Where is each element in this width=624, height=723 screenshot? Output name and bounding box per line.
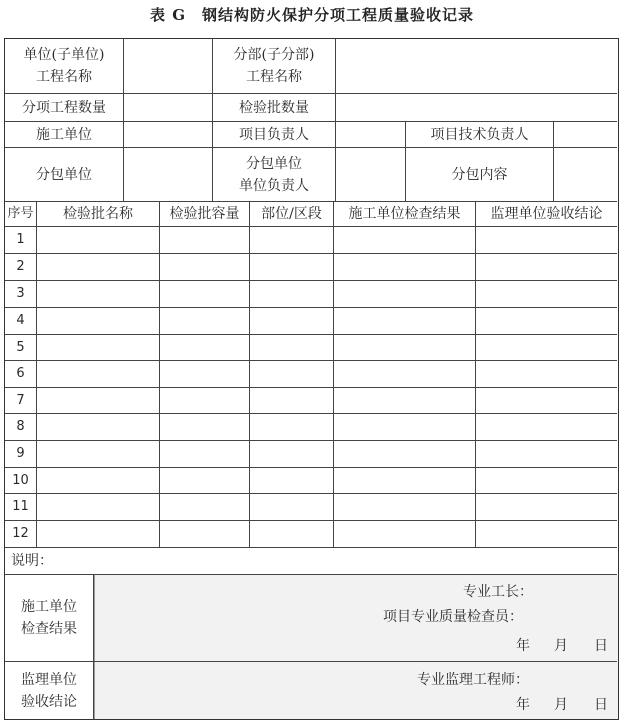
subcontractor-value[interactable] bbox=[124, 148, 212, 201]
sub-content-label: 分包内容 bbox=[451, 166, 508, 183]
tech-manager-label: 项目技术负责人 bbox=[430, 126, 529, 143]
project-manager-label: 项目负责人 bbox=[239, 126, 309, 143]
column-header-batch-capacity: 检验批容量 bbox=[169, 206, 240, 222]
unit-name-value[interactable] bbox=[124, 39, 212, 93]
acceptance-form bbox=[4, 38, 619, 720]
rule bbox=[5, 440, 617, 441]
row-number: 3 bbox=[16, 286, 25, 301]
supervision-conclusion-label: 监理单位 验收结论 bbox=[21, 671, 77, 710]
foreman-label: 专业工长： bbox=[463, 584, 533, 600]
row-number: 2 bbox=[16, 259, 25, 274]
row-number: 6 bbox=[16, 366, 25, 381]
date-day: 日 bbox=[594, 638, 608, 654]
batch-count-value[interactable] bbox=[336, 94, 617, 121]
row-number: 1 bbox=[16, 232, 25, 247]
rule bbox=[5, 413, 617, 414]
column-header-construction-result: 施工单位检查结果 bbox=[348, 206, 461, 222]
date-year: 年 bbox=[516, 697, 530, 713]
rule bbox=[5, 280, 617, 281]
form-title: 表 G 钢结构防火保护分项工程质量验收记录 bbox=[149, 6, 475, 24]
tech-manager-value[interactable] bbox=[554, 122, 617, 147]
note-label: 说明： bbox=[11, 553, 53, 569]
unit-name-label: 单位(子单位) 工程名称 bbox=[23, 47, 105, 85]
supervisor-label: 专业监理工程师： bbox=[417, 672, 529, 688]
qc-inspector-label: 项目专业质量检查员： bbox=[383, 609, 523, 625]
date-month: 月 bbox=[554, 638, 568, 654]
batch-count-label: 检验批数量 bbox=[239, 99, 309, 116]
subitem-count-value[interactable] bbox=[124, 94, 212, 121]
date-day: 日 bbox=[594, 697, 608, 713]
row-number: 4 bbox=[16, 313, 25, 328]
date-year: 年 bbox=[516, 638, 530, 654]
rule bbox=[5, 334, 617, 335]
row-number: 5 bbox=[16, 339, 25, 355]
subitem-count-label: 分项工程数量 bbox=[22, 99, 106, 116]
subcontractor-label: 分包单位 bbox=[36, 166, 92, 183]
rule bbox=[5, 520, 617, 521]
row-number: 7 bbox=[16, 392, 25, 408]
sub-manager-label: 分包单位 单位负责人 bbox=[239, 155, 309, 194]
rule bbox=[5, 307, 617, 308]
rule bbox=[5, 253, 617, 254]
row-number: 11 bbox=[12, 499, 29, 514]
row-number: 10 bbox=[12, 472, 29, 488]
rule bbox=[5, 467, 617, 468]
construction-check-label: 施工单位 检查结果 bbox=[21, 599, 77, 637]
sub-content-value[interactable] bbox=[554, 148, 617, 201]
project-manager-value[interactable] bbox=[336, 122, 405, 147]
row-number: 9 bbox=[16, 446, 25, 461]
row-number: 8 bbox=[16, 419, 25, 434]
column-header-batch-name: 检验批名称 bbox=[63, 206, 133, 222]
date-month: 月 bbox=[554, 697, 568, 713]
row-number: 12 bbox=[12, 526, 29, 541]
rule bbox=[5, 493, 617, 494]
construction-unit-label: 施工单位 bbox=[36, 126, 92, 143]
division-name-label: 分部(子分部) 工程名称 bbox=[233, 47, 315, 85]
sub-manager-value[interactable] bbox=[336, 148, 405, 201]
construction-unit-value[interactable] bbox=[124, 122, 212, 147]
rule bbox=[5, 387, 617, 388]
column-header-seq: 序号 bbox=[7, 206, 34, 221]
division-name-value[interactable] bbox=[336, 39, 617, 93]
rule bbox=[5, 360, 617, 361]
column-header-location: 部位/区段 bbox=[261, 206, 322, 222]
column-header-supervision-conclusion: 监理单位验收结论 bbox=[490, 206, 603, 222]
rule bbox=[5, 226, 617, 227]
